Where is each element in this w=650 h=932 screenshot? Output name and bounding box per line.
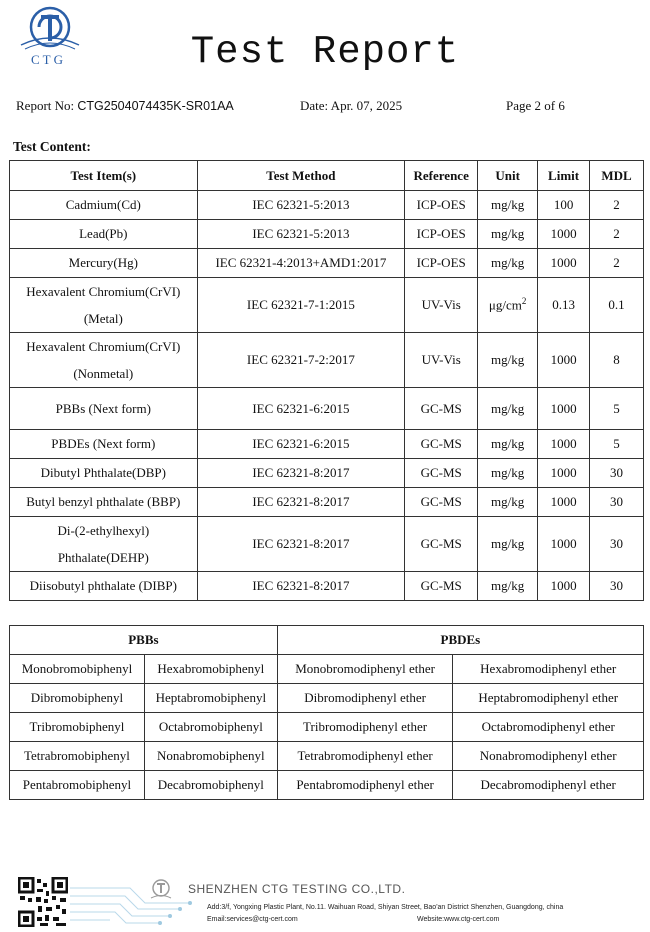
test-item: Butyl benzyl phthalate (BBP) <box>10 488 198 517</box>
mdl: 2 <box>590 220 644 249</box>
mdl: 30 <box>590 459 644 488</box>
page-number: Page 2 of 6 <box>506 98 565 113</box>
unit-base: μg/cm <box>488 297 522 313</box>
pbb-name: Heptabromobiphenyl <box>144 684 277 713</box>
table-row <box>10 572 644 601</box>
header-test-item: Test Item(s) <box>10 161 198 191</box>
reference: GC-MS <box>405 517 478 572</box>
test-item-line2: (Nonmetal) <box>73 366 134 381</box>
limit: 1000 <box>538 388 590 430</box>
pbb-name: Tetrabromobiphenyl <box>10 742 145 771</box>
table-header-row <box>10 626 644 655</box>
pbb-name: Decabromobiphenyl <box>144 771 277 800</box>
test-item <box>10 278 198 333</box>
unit: mg/kg <box>478 430 538 459</box>
pbde-name: Tribromodiphenyl ether <box>277 713 453 742</box>
table-row <box>10 333 644 388</box>
test-item: PBBs (Next form) <box>10 388 198 430</box>
test-content-table <box>9 160 644 601</box>
mdl: 2 <box>590 191 644 220</box>
header-test-method: Test Method <box>197 161 405 191</box>
table-row <box>10 517 644 572</box>
unit-superscript: 2 <box>521 296 527 307</box>
table-row <box>10 249 644 278</box>
test-method: IEC 62321-5:2013 <box>197 191 405 220</box>
limit: 1000 <box>538 488 590 517</box>
pbb-name: Octabromobiphenyl <box>144 713 277 742</box>
reference: ICP-OES <box>405 249 478 278</box>
limit: 0.13 <box>538 278 590 333</box>
limit: 1000 <box>538 333 590 388</box>
unit: mg/kg <box>478 388 538 430</box>
test-method: IEC 62321-7-2:2017 <box>197 333 405 388</box>
mdl: 8 <box>590 333 644 388</box>
test-method: IEC 62321-8:2017 <box>197 488 405 517</box>
reference: GC-MS <box>405 388 478 430</box>
pbb-name: Monobromobiphenyl <box>10 655 145 684</box>
test-method: IEC 62321-8:2017 <box>197 572 405 601</box>
unit: mg/kg <box>478 572 538 601</box>
table-row <box>10 388 644 430</box>
ctg-footer-logo-icon <box>149 878 173 904</box>
test-item-line1: Di-(2-ethylhexyl) <box>57 523 150 538</box>
limit: 1000 <box>538 517 590 572</box>
mdl: 2 <box>590 249 644 278</box>
test-method: IEC 62321-8:2017 <box>197 517 405 572</box>
pbb-name: Pentabromobiphenyl <box>10 771 145 800</box>
unit <box>478 278 538 333</box>
table-row <box>10 430 644 459</box>
table-row <box>10 655 644 684</box>
header-unit: Unit <box>478 161 538 191</box>
footer-email: Email:services@ctg-cert.com <box>207 916 298 923</box>
pbb-name: Nonabromobiphenyl <box>144 742 277 771</box>
footer-company-name: SHENZHEN CTG TESTING CO.,LTD. <box>188 882 406 896</box>
footer-contact <box>207 916 627 923</box>
limit: 1000 <box>538 220 590 249</box>
reference: GC-MS <box>405 459 478 488</box>
unit: mg/kg <box>478 333 538 388</box>
test-item-line1: Hexavalent Chromium(CrVI) <box>26 339 181 354</box>
limit: 1000 <box>538 249 590 278</box>
unit: mg/kg <box>478 191 538 220</box>
table-row <box>10 278 644 333</box>
test-item: Mercury(Hg) <box>10 249 198 278</box>
reference: GC-MS <box>405 488 478 517</box>
header-limit: Limit <box>538 161 590 191</box>
table-row <box>10 220 644 249</box>
limit: 100 <box>538 191 590 220</box>
test-item-line2: Phthalate(DEHP) <box>57 550 149 565</box>
test-item <box>10 517 198 572</box>
header-pbdes: PBDEs <box>277 626 643 655</box>
pbde-name: Decabromodiphenyl ether <box>453 771 644 800</box>
pbb-name: Hexabromobiphenyl <box>144 655 277 684</box>
pbde-name: Dibromodiphenyl ether <box>277 684 453 713</box>
unit: mg/kg <box>478 459 538 488</box>
table-row <box>10 191 644 220</box>
mdl: 30 <box>590 572 644 601</box>
test-method: IEC 62321-4:2013+AMD1:2017 <box>197 249 405 278</box>
table-row <box>10 713 644 742</box>
pbb-name: Dibromobiphenyl <box>10 684 145 713</box>
test-item-line1: Hexavalent Chromium(CrVI) <box>26 284 181 299</box>
unit: mg/kg <box>478 517 538 572</box>
reference: ICP-OES <box>405 220 478 249</box>
pbde-name: Hexabromodiphenyl ether <box>453 655 644 684</box>
footer-address: Add:3/f, Yongxing Plastic Plant, No.11. Waihuan Road, Shiyan Street, Bao'an District Shenzhen, Guangdong, china <box>207 904 564 911</box>
mdl: 30 <box>590 488 644 517</box>
pbb-name: Tribromobiphenyl <box>10 713 145 742</box>
test-method: IEC 62321-5:2013 <box>197 220 405 249</box>
mdl: 30 <box>590 517 644 572</box>
pbde-name: Heptabromodiphenyl ether <box>453 684 644 713</box>
reference: UV-Vis <box>405 333 478 388</box>
table-row <box>10 771 644 800</box>
section-label: Test Content: <box>13 139 91 154</box>
header-mdl: MDL <box>590 161 644 191</box>
unit: mg/kg <box>478 249 538 278</box>
table-row <box>10 684 644 713</box>
pbde-name: Monobromodiphenyl ether <box>277 655 453 684</box>
unit: mg/kg <box>478 488 538 517</box>
header-pbbs: PBBs <box>10 626 278 655</box>
test-method: IEC 62321-7-1:2015 <box>197 278 405 333</box>
mdl: 5 <box>590 430 644 459</box>
reference: UV-Vis <box>405 278 478 333</box>
header-reference: Reference <box>405 161 478 191</box>
pbde-name: Tetrabromodiphenyl ether <box>277 742 453 771</box>
report-date: Date: Apr. 07, 2025 <box>300 98 403 113</box>
page-title: Test Report <box>190 30 460 74</box>
report-number-label: Report No: <box>16 98 78 113</box>
test-item: PBDEs (Next form) <box>10 430 198 459</box>
test-method: IEC 62321-6:2015 <box>197 430 405 459</box>
table-row <box>10 488 644 517</box>
table-row <box>10 459 644 488</box>
test-item: Cadmium(Cd) <box>10 191 198 220</box>
report-number <box>16 98 234 114</box>
test-method: IEC 62321-6:2015 <box>197 388 405 430</box>
test-item <box>10 333 198 388</box>
table-header-row <box>10 161 644 191</box>
pbde-name: Octabromodiphenyl ether <box>453 713 644 742</box>
qr-code-icon <box>18 877 68 927</box>
table-row <box>10 742 644 771</box>
footer-website: Website:www.ctg-cert.com <box>417 916 500 923</box>
reference: GC-MS <box>405 572 478 601</box>
pbb-pbde-names-table <box>9 625 644 800</box>
limit: 1000 <box>538 572 590 601</box>
pbde-name: Nonabromodiphenyl ether <box>453 742 644 771</box>
reference: ICP-OES <box>405 191 478 220</box>
limit: 1000 <box>538 459 590 488</box>
mdl: 5 <box>590 388 644 430</box>
test-item: Diisobutyl phthalate (DIBP) <box>10 572 198 601</box>
reference: GC-MS <box>405 430 478 459</box>
unit: mg/kg <box>478 220 538 249</box>
test-item-line2: (Metal) <box>83 311 123 326</box>
logo-text: CTG <box>31 52 66 67</box>
pbde-name: Pentabromodiphenyl ether <box>277 771 453 800</box>
test-method: IEC 62321-8:2017 <box>197 459 405 488</box>
test-item: Dibutyl Phthalate(DBP) <box>10 459 198 488</box>
mdl: 0.1 <box>590 278 644 333</box>
limit: 1000 <box>538 430 590 459</box>
report-number-value: CTG2504074435K-SR01AA <box>77 99 234 113</box>
test-item: Lead(Pb) <box>10 220 198 249</box>
